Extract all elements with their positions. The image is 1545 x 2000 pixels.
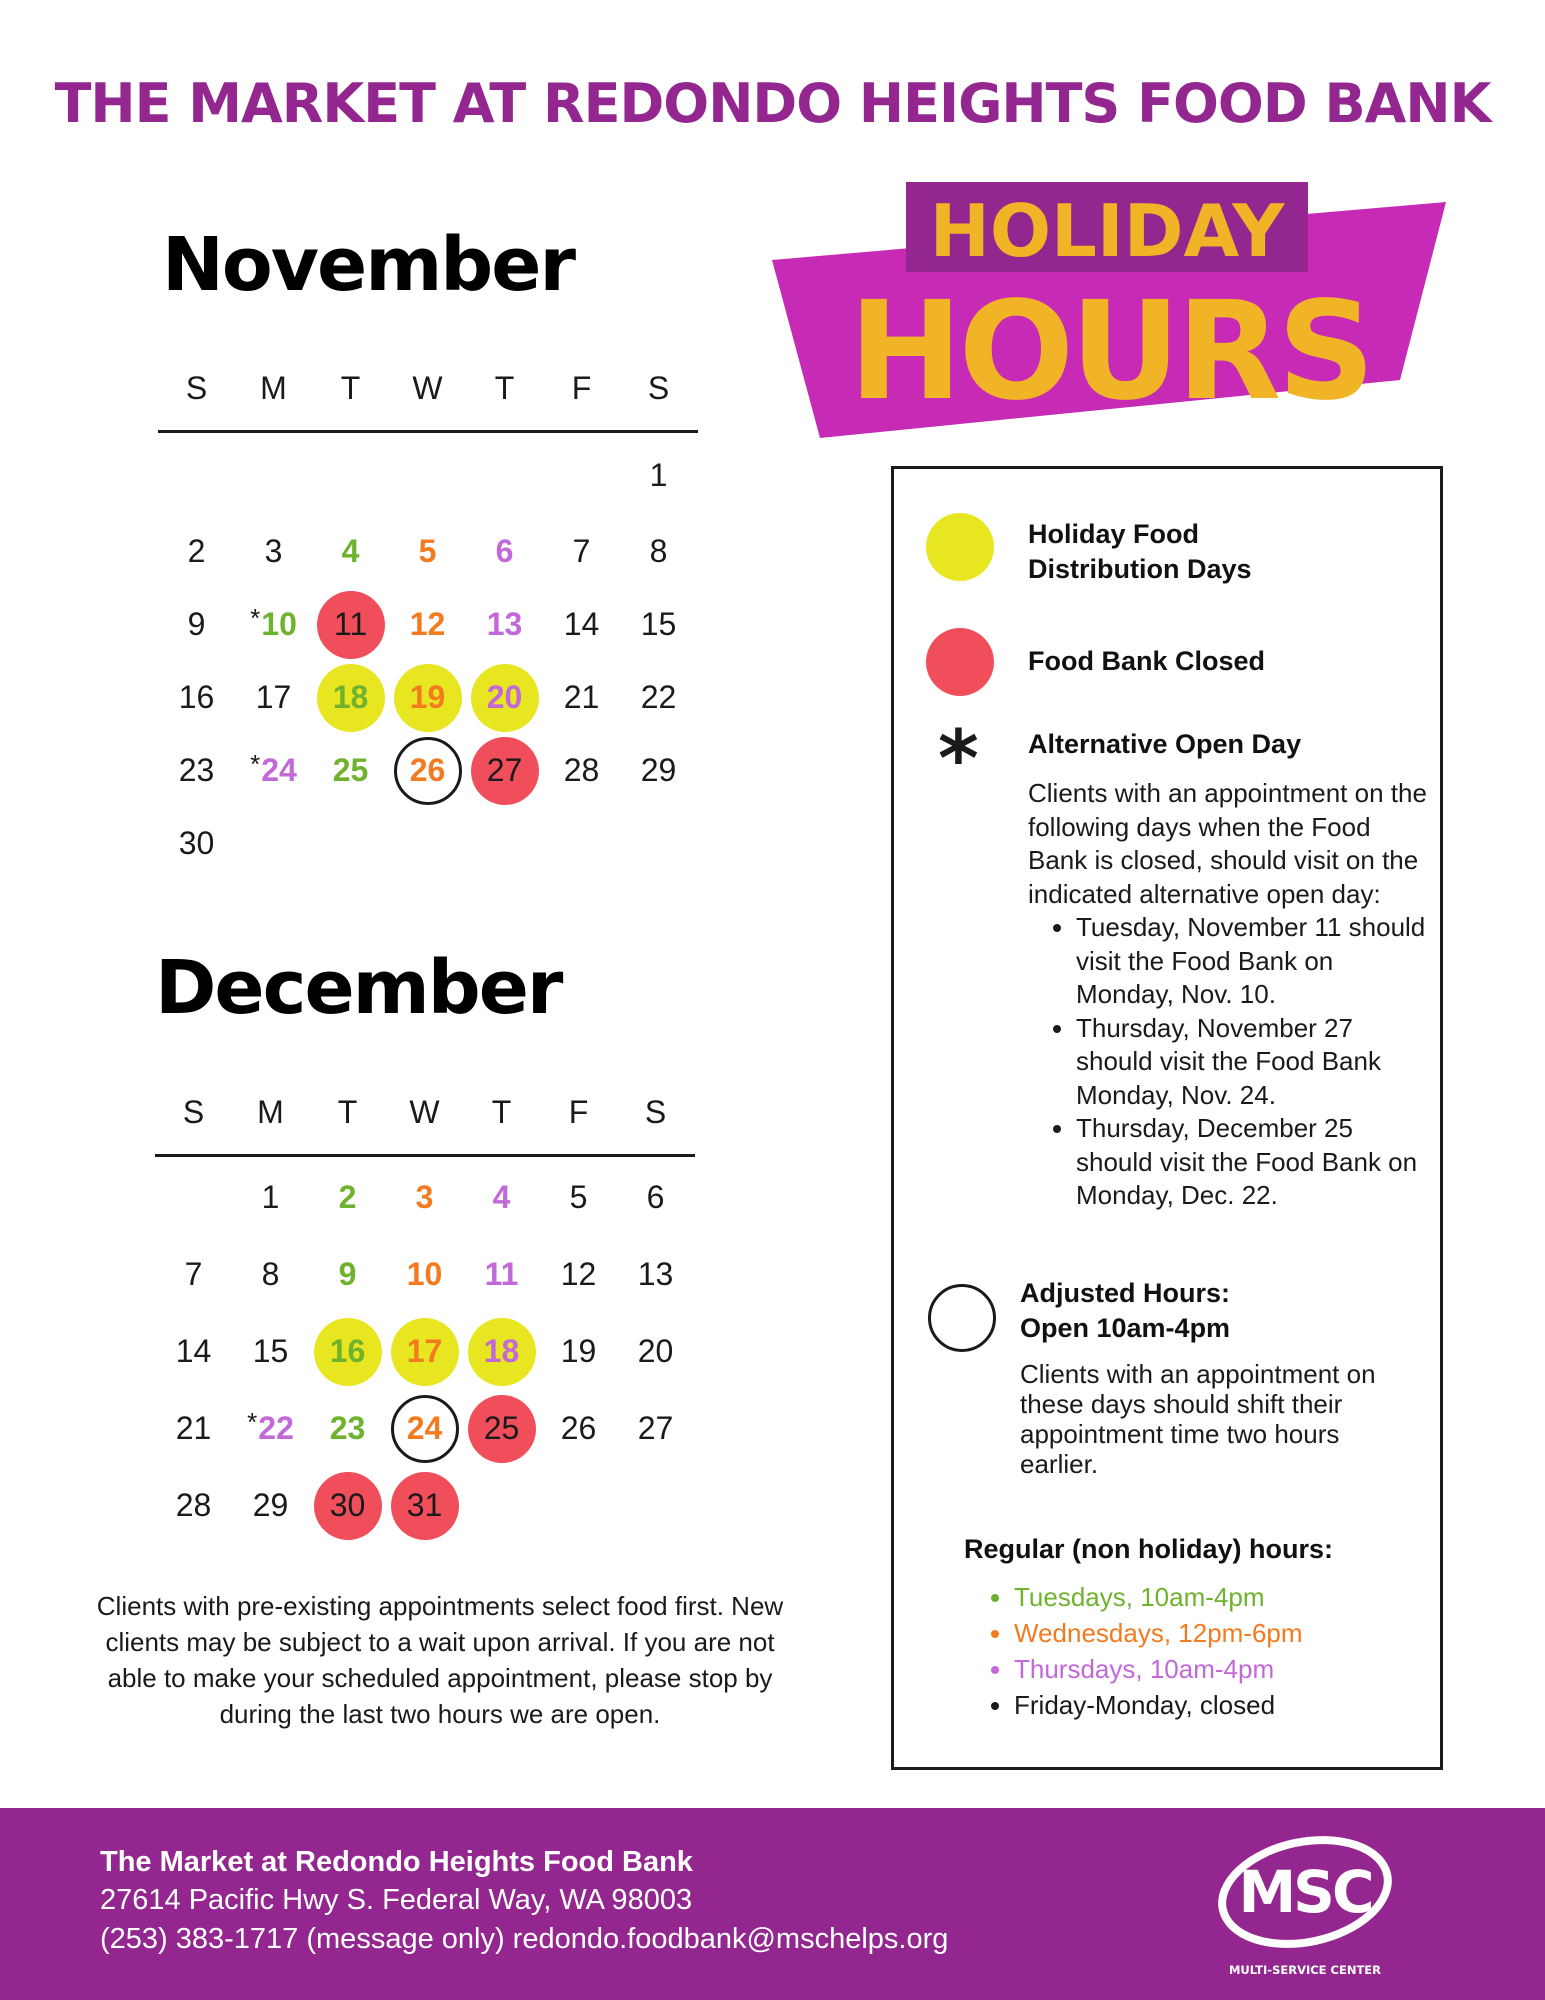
logo-caption: MULTI-SERVICE CENTER bbox=[1228, 1963, 1382, 1977]
day-number: 30 bbox=[178, 825, 215, 861]
day-number: 2 bbox=[338, 1179, 357, 1215]
day-number: 16 bbox=[329, 1333, 366, 1369]
calendar-week bbox=[155, 1159, 695, 1236]
calendar-day bbox=[622, 1318, 690, 1386]
calendar-day bbox=[317, 518, 385, 586]
day-number: 31 bbox=[406, 1487, 443, 1523]
calendar-cell bbox=[466, 733, 543, 808]
weekday-label: S bbox=[644, 1093, 667, 1130]
calendar-day bbox=[160, 1318, 228, 1386]
calendar-cell bbox=[312, 514, 389, 589]
legend-box bbox=[891, 466, 1443, 1770]
calendar-day bbox=[240, 664, 308, 732]
regular-hours-list bbox=[984, 1579, 1303, 1723]
day-number: 24 bbox=[261, 752, 297, 788]
alt-list bbox=[1028, 911, 1428, 1213]
calendar-day bbox=[240, 518, 308, 586]
calendar-cell bbox=[617, 1314, 694, 1389]
calendar-day bbox=[548, 518, 616, 586]
calendar-cell bbox=[466, 660, 543, 735]
calendar-day bbox=[468, 1241, 536, 1309]
banner-line2: HOURS bbox=[848, 273, 1372, 431]
day-number: 29 bbox=[252, 1487, 289, 1523]
calendar-cell bbox=[386, 1391, 463, 1466]
weekday-label: M bbox=[257, 1093, 284, 1130]
regular-hours-title: Regular (non holiday) hours: bbox=[964, 1534, 1333, 1564]
asterisk-icon: * bbox=[938, 715, 979, 805]
calendar-cell bbox=[617, 1160, 694, 1235]
calendar-cell bbox=[389, 514, 466, 589]
day-number: 11 bbox=[333, 606, 368, 642]
calendar-cell bbox=[309, 1237, 386, 1312]
day-number: 5 bbox=[418, 533, 437, 569]
weekday-label: S bbox=[182, 1093, 205, 1130]
calendar-day bbox=[160, 1241, 228, 1309]
calendar-cell bbox=[543, 660, 620, 735]
calendar-cell bbox=[386, 1468, 463, 1543]
day-number: 21 bbox=[175, 1410, 212, 1446]
calendar-cell bbox=[232, 1391, 309, 1466]
calendar-day bbox=[391, 1395, 459, 1463]
day-number: 17 bbox=[406, 1333, 443, 1369]
calendar-cell bbox=[540, 1468, 617, 1543]
calendar-cell bbox=[543, 733, 620, 808]
calendar-day bbox=[391, 1472, 459, 1540]
day-number: 9 bbox=[187, 606, 206, 642]
weekday-label: S bbox=[647, 369, 670, 406]
weekday-label: T bbox=[494, 369, 515, 406]
calendar-day bbox=[625, 664, 693, 732]
day-number: 24 bbox=[406, 1410, 443, 1446]
calendar-day bbox=[237, 1241, 305, 1309]
calendar-cell bbox=[620, 733, 697, 808]
banner-line1: HOLIDAY bbox=[929, 189, 1285, 273]
calendar-day bbox=[391, 1164, 459, 1232]
alt-day-asterisk: * bbox=[247, 1407, 258, 1437]
calendar-cell bbox=[620, 514, 697, 589]
calendar-day bbox=[468, 1318, 536, 1386]
calendar-cell bbox=[463, 1237, 540, 1312]
calendar-week bbox=[155, 1390, 695, 1467]
day-number: 9 bbox=[338, 1256, 357, 1292]
alt-list-item: • Thursday, December 25 should visit the Food Bank on Monday, Dec. 22. bbox=[1076, 1112, 1428, 1213]
calendar-cell bbox=[309, 1468, 386, 1543]
calendar-day bbox=[622, 1164, 690, 1232]
calendar-cell bbox=[155, 1391, 232, 1466]
weekday-label: F bbox=[571, 369, 592, 406]
calendar-week bbox=[155, 1236, 695, 1313]
calendar-day bbox=[625, 518, 693, 586]
calendar-day bbox=[237, 1395, 305, 1463]
december-calendar bbox=[155, 1092, 695, 1544]
calendar-cell bbox=[620, 660, 697, 735]
december-title: December bbox=[155, 945, 562, 1031]
day-number: 16 bbox=[178, 679, 215, 715]
day-number: 11 bbox=[484, 1256, 519, 1292]
day-number: 2 bbox=[187, 533, 206, 569]
calendar-week bbox=[158, 734, 698, 807]
alt-day-asterisk: * bbox=[250, 603, 261, 633]
day-number: 8 bbox=[649, 533, 668, 569]
calendar-cell bbox=[466, 438, 543, 513]
weekday-label: W bbox=[409, 1093, 440, 1130]
calendar-day bbox=[317, 664, 385, 732]
calendar-cell bbox=[617, 1468, 694, 1543]
distribution-dot-icon bbox=[926, 513, 994, 581]
calendar-cell bbox=[540, 1160, 617, 1235]
day-number: 17 bbox=[255, 679, 292, 715]
day-number: 26 bbox=[409, 752, 446, 788]
legend-alt-text bbox=[1028, 777, 1428, 1213]
calendar-day bbox=[471, 518, 539, 586]
legend-alt-title: Alternative Open Day bbox=[1028, 729, 1302, 759]
calendar-cell bbox=[466, 514, 543, 589]
calendar-day bbox=[468, 1395, 536, 1463]
weekday-label: W bbox=[412, 369, 443, 406]
weekday-header bbox=[158, 368, 698, 408]
calendar-day bbox=[394, 591, 462, 659]
calendar-cell bbox=[463, 1314, 540, 1389]
calendar-cell bbox=[617, 1391, 694, 1466]
calendar-cell bbox=[309, 1314, 386, 1389]
day-number: 25 bbox=[483, 1410, 520, 1446]
calendar-week bbox=[155, 1467, 695, 1544]
calendar-day bbox=[471, 664, 539, 732]
calendar-week bbox=[158, 661, 698, 734]
calendar-cell bbox=[386, 1314, 463, 1389]
calendar-cell bbox=[158, 733, 235, 808]
day-number: 6 bbox=[495, 533, 514, 569]
day-number: 25 bbox=[332, 752, 369, 788]
calendar-cell bbox=[312, 733, 389, 808]
calendar-cell bbox=[155, 1160, 232, 1235]
day-number: 29 bbox=[640, 752, 677, 788]
appointment-note: Clients with pre-existing appointments select food first. New clients may be subject to a wait upon arrival. If you are not able to make your scheduled appointment, please stop by during the last two hours we are open. bbox=[96, 1591, 784, 1729]
calendar-cell bbox=[158, 587, 235, 662]
calendar-day bbox=[314, 1318, 382, 1386]
calendar-day bbox=[545, 1164, 613, 1232]
footer-name: The Market at Redondo Heights Food Bank bbox=[100, 1846, 693, 1878]
calendar-day bbox=[394, 518, 462, 586]
calendar-cell bbox=[232, 1468, 309, 1543]
day-number: 30 bbox=[329, 1487, 366, 1523]
day-number: 20 bbox=[637, 1333, 674, 1369]
calendar-cell bbox=[312, 660, 389, 735]
weekday-header bbox=[155, 1092, 695, 1132]
calendar-cell bbox=[235, 514, 312, 589]
calendar-cell bbox=[158, 438, 235, 513]
day-number: 27 bbox=[637, 1410, 674, 1446]
weekday-label: T bbox=[340, 369, 361, 406]
calendar-cell bbox=[540, 1391, 617, 1466]
legend-closed-label: Food Bank Closed bbox=[1028, 646, 1266, 676]
day-number: 7 bbox=[184, 1256, 203, 1292]
calendar-day bbox=[625, 591, 693, 659]
calendar-day bbox=[548, 737, 616, 805]
day-number: 1 bbox=[649, 456, 668, 493]
calendar-day bbox=[163, 591, 231, 659]
legend-adjusted-line1: Adjusted Hours: bbox=[1020, 1278, 1231, 1308]
day-number: 1 bbox=[261, 1179, 280, 1215]
holiday-hours-banner bbox=[770, 180, 1460, 440]
calendar-cell bbox=[463, 1160, 540, 1235]
calendar-cell bbox=[389, 660, 466, 735]
calendar-cell bbox=[389, 438, 466, 513]
banner-shape bbox=[770, 180, 1460, 440]
calendar-week bbox=[158, 588, 698, 661]
logo-text: MSC bbox=[1238, 1858, 1372, 1926]
calendar-day bbox=[240, 591, 308, 659]
day-number: 27 bbox=[486, 752, 523, 788]
calendar-day bbox=[471, 591, 539, 659]
day-number: 3 bbox=[415, 1179, 434, 1215]
calendar-day bbox=[163, 810, 231, 878]
calendar-day bbox=[625, 737, 693, 805]
day-number: 18 bbox=[332, 679, 369, 715]
alt-list-item: • Tuesday, November 11 should visit the Food Bank on Monday, Nov. 10. bbox=[1076, 911, 1428, 1012]
calendar-day bbox=[391, 1241, 459, 1309]
calendar-cell bbox=[543, 806, 620, 881]
calendar-day bbox=[548, 591, 616, 659]
calendar-cell bbox=[466, 587, 543, 662]
calendar-cell bbox=[389, 806, 466, 881]
calendar-day bbox=[240, 737, 308, 805]
day-number: 15 bbox=[252, 1333, 289, 1369]
calendar-day bbox=[622, 1241, 690, 1309]
calendar-cell bbox=[386, 1160, 463, 1235]
calendar-cell bbox=[389, 733, 466, 808]
calendar-cell bbox=[617, 1237, 694, 1312]
legend-adjusted-line2: Open 10am-4pm bbox=[1020, 1313, 1231, 1343]
regular-hours-item: • Thursdays, 10am-4pm bbox=[1014, 1651, 1303, 1687]
day-number: 19 bbox=[560, 1333, 597, 1369]
calendar-day bbox=[160, 1472, 228, 1540]
november-calendar bbox=[158, 368, 698, 880]
day-number: 5 bbox=[569, 1179, 588, 1215]
calendar-cell bbox=[386, 1237, 463, 1312]
calendar-cell bbox=[158, 514, 235, 589]
calendar-cell bbox=[540, 1314, 617, 1389]
calendar-cell bbox=[235, 806, 312, 881]
calendar-cell bbox=[158, 660, 235, 735]
day-number: 28 bbox=[175, 1487, 212, 1523]
calendar-cell bbox=[155, 1468, 232, 1543]
calendar-cell bbox=[309, 1160, 386, 1235]
page-title: THE MARKET AT REDONDO HEIGHTS FOOD BANK bbox=[54, 72, 1491, 135]
regular-hours-item: • Friday-Monday, closed bbox=[1014, 1687, 1303, 1723]
day-number: 14 bbox=[563, 606, 600, 642]
calendar-day bbox=[163, 664, 231, 732]
day-number: 23 bbox=[329, 1410, 366, 1446]
calendar-cell bbox=[540, 1237, 617, 1312]
day-number: 18 bbox=[483, 1333, 520, 1369]
footer bbox=[0, 1808, 1545, 2000]
day-number: 15 bbox=[640, 606, 677, 642]
calendar-day bbox=[163, 518, 231, 586]
day-number: 23 bbox=[178, 752, 215, 788]
calendar-cell bbox=[620, 438, 697, 513]
footer-address: 27614 Pacific Hwy S. Federal Way, WA 98003 bbox=[100, 1884, 693, 1916]
november-title: November bbox=[162, 222, 574, 308]
day-number: 12 bbox=[560, 1256, 597, 1292]
calendar-day bbox=[394, 737, 462, 805]
legend-distribution-line1: Holiday Food bbox=[1028, 519, 1199, 549]
calendar-day bbox=[545, 1241, 613, 1309]
calendar-week bbox=[155, 1313, 695, 1390]
calendar-cell bbox=[232, 1314, 309, 1389]
calendar-cell bbox=[466, 806, 543, 881]
closed-dot-icon bbox=[926, 628, 994, 696]
calendar-cell bbox=[235, 587, 312, 662]
adjusted-circle-icon bbox=[928, 1284, 996, 1352]
calendar-day bbox=[314, 1164, 382, 1232]
calendar-cell bbox=[232, 1237, 309, 1312]
weekday-label: T bbox=[337, 1093, 358, 1130]
legend-distribution-line2: Distribution Days bbox=[1028, 554, 1252, 584]
day-number: 4 bbox=[341, 533, 360, 569]
calendar-day bbox=[314, 1241, 382, 1309]
msc-logo bbox=[1215, 1826, 1395, 1986]
calendar-cell bbox=[543, 514, 620, 589]
calendar-week bbox=[158, 515, 698, 588]
calendar-cell bbox=[312, 438, 389, 513]
calendar-cell bbox=[463, 1391, 540, 1466]
calendar-cell bbox=[155, 1314, 232, 1389]
day-number: 12 bbox=[409, 606, 446, 642]
calendar-cell bbox=[235, 733, 312, 808]
weekday-label: T bbox=[491, 1093, 512, 1130]
calendar-day bbox=[545, 1395, 613, 1463]
day-number: 4 bbox=[492, 1179, 511, 1215]
calendar-week bbox=[158, 807, 698, 880]
calendar-day bbox=[471, 737, 539, 805]
calendar-day bbox=[468, 1164, 536, 1232]
calendar-week bbox=[158, 435, 698, 515]
alt-list-item: • Thursday, November 27 should visit the Food Bank Monday, Nov. 24. bbox=[1076, 1012, 1428, 1113]
legend-distribution-label bbox=[1028, 517, 1252, 587]
day-number: 21 bbox=[563, 679, 600, 715]
regular-hours-item: • Wednesdays, 12pm-6pm bbox=[1014, 1615, 1303, 1651]
day-number: 22 bbox=[640, 679, 677, 715]
calendar-day bbox=[163, 737, 231, 805]
alt-day-asterisk: * bbox=[250, 749, 261, 779]
calendar-cell bbox=[312, 587, 389, 662]
calendar-cell bbox=[309, 1391, 386, 1466]
msc-logo-icon bbox=[1215, 1826, 1395, 1986]
weekday-label: M bbox=[260, 369, 287, 406]
day-number: 20 bbox=[486, 679, 523, 715]
calendar-day bbox=[391, 1318, 459, 1386]
calendar-day bbox=[160, 1395, 228, 1463]
day-number: 13 bbox=[637, 1256, 674, 1292]
calendar-cell bbox=[463, 1468, 540, 1543]
calendar-cell bbox=[158, 806, 235, 881]
day-number: 19 bbox=[409, 679, 446, 715]
calendar-cell bbox=[620, 587, 697, 662]
day-number: 10 bbox=[261, 606, 297, 642]
calendar-cell bbox=[312, 806, 389, 881]
calendar-day bbox=[314, 1472, 382, 1540]
day-number: 13 bbox=[486, 606, 523, 642]
calendar-day bbox=[237, 1318, 305, 1386]
legend-alt-intro: Clients with an appointment on the following days when the Food Bank is closed, should visit on the indicated alternative open day: bbox=[1028, 778, 1427, 909]
calendar-day bbox=[625, 441, 693, 509]
calendar-cell bbox=[389, 587, 466, 662]
calendar-cell bbox=[235, 660, 312, 735]
day-number: 6 bbox=[646, 1179, 665, 1215]
calendar-cell bbox=[155, 1237, 232, 1312]
legend-adjusted-title bbox=[1020, 1276, 1230, 1346]
calendar-cell bbox=[543, 438, 620, 513]
day-number: 22 bbox=[258, 1410, 294, 1446]
day-number: 8 bbox=[261, 1256, 280, 1292]
day-number: 14 bbox=[175, 1333, 212, 1369]
calendar-cell bbox=[620, 806, 697, 881]
weekday-label: S bbox=[185, 369, 208, 406]
day-number: 3 bbox=[264, 533, 283, 569]
calendar-cell bbox=[235, 438, 312, 513]
weekday-label: F bbox=[568, 1093, 589, 1130]
calendar-cell bbox=[543, 587, 620, 662]
calendar-day bbox=[622, 1395, 690, 1463]
regular-hours-item: • Tuesdays, 10am-4pm bbox=[1014, 1579, 1303, 1615]
calendar-day bbox=[545, 1318, 613, 1386]
day-number: 10 bbox=[406, 1256, 443, 1292]
day-number: 26 bbox=[560, 1410, 597, 1446]
calendar-cell bbox=[232, 1160, 309, 1235]
calendar-day bbox=[317, 591, 385, 659]
legend-adjusted-text: Clients with an appointment on these days should shift their appointment time two hours earlier. bbox=[1020, 1359, 1376, 1479]
footer-contact: (253) 383-1717 (message only) redondo.foodbank@mschelps.org bbox=[100, 1923, 949, 1955]
calendar-day bbox=[314, 1395, 382, 1463]
calendar-day bbox=[237, 1164, 305, 1232]
day-number: 28 bbox=[563, 752, 600, 788]
calendar-day bbox=[317, 737, 385, 805]
day-number: 7 bbox=[572, 533, 591, 569]
calendar-day bbox=[237, 1472, 305, 1540]
calendar-day bbox=[548, 664, 616, 732]
calendar-day bbox=[394, 664, 462, 732]
